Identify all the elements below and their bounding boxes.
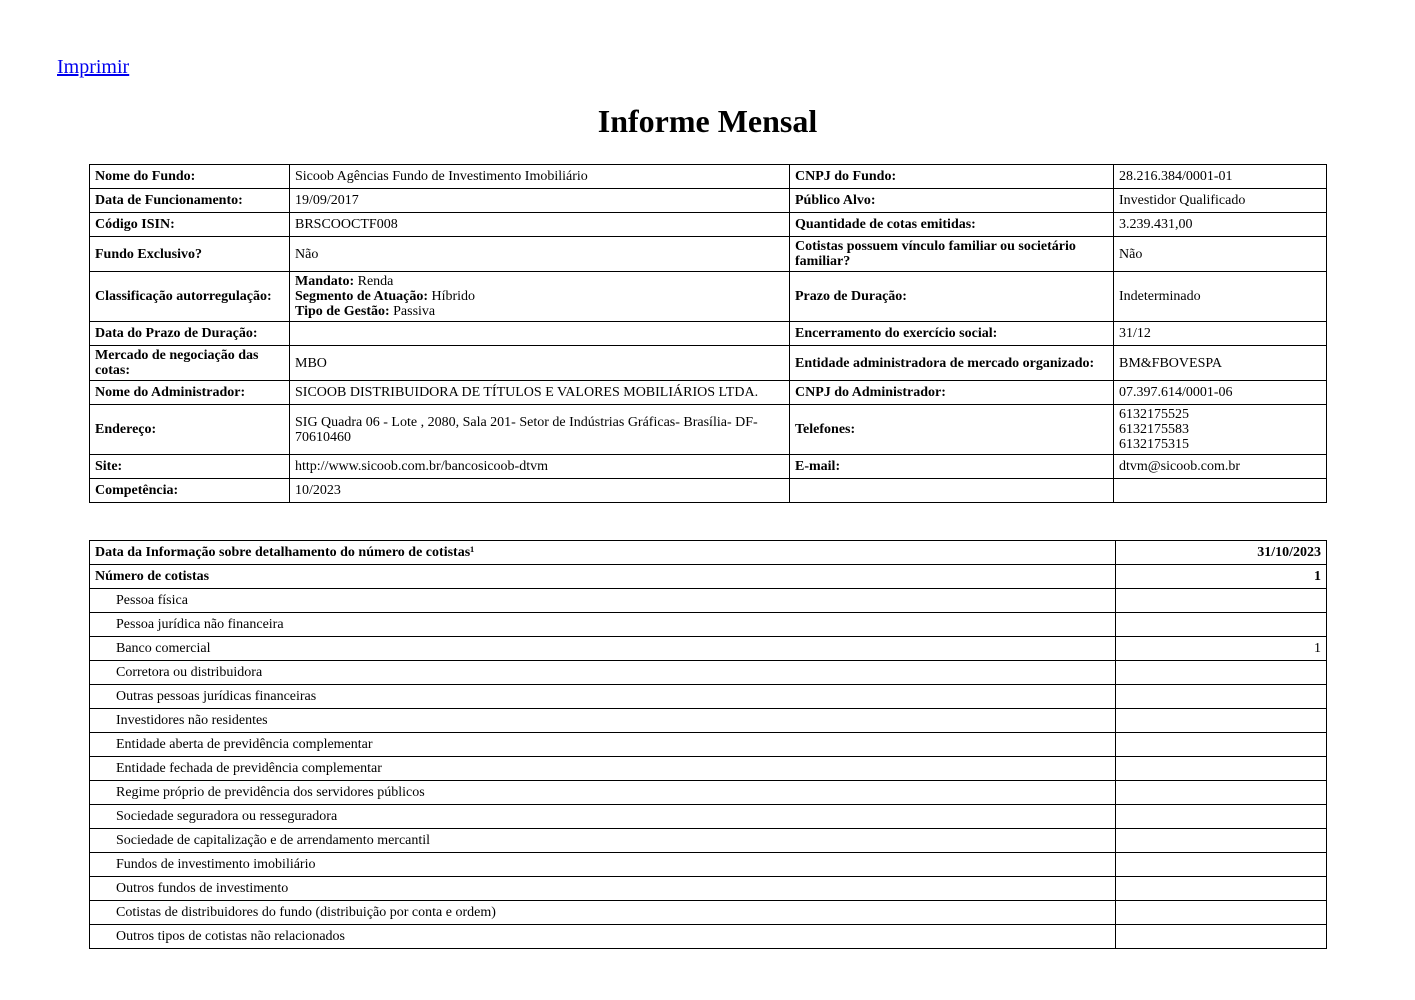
table-row xyxy=(90,237,1327,272)
table-row xyxy=(90,757,1327,781)
table-row xyxy=(90,405,1327,455)
empty-cell xyxy=(1114,479,1327,503)
fundo-exclusivo-value: Não xyxy=(290,237,790,272)
table-row xyxy=(90,685,1327,709)
cotista-type-label: Sociedade de capitalização e de arrendamento mercantil xyxy=(90,829,1116,853)
cnpj-admin-value: 07.397.614/0001-06 xyxy=(1114,381,1327,405)
cotista-type-value xyxy=(1116,901,1327,925)
cotista-type-value xyxy=(1116,781,1327,805)
vinculo-value: Não xyxy=(1114,237,1327,272)
mercado-label: Mercado de negociação das cotas: xyxy=(90,346,290,381)
endereco-label: Endereço: xyxy=(90,405,290,455)
prazo-duracao-label: Prazo de Duração: xyxy=(790,272,1114,322)
cotista-type-label: Cotistas de distribuidores do fundo (distribuição por conta e ordem) xyxy=(90,901,1116,925)
data-prazo-value xyxy=(290,322,790,346)
table-row xyxy=(90,901,1327,925)
cotista-type-label: Investidores não residentes xyxy=(90,709,1116,733)
codigo-isin-label: Código ISIN: xyxy=(90,213,290,237)
data-prazo-label: Data do Prazo de Duração: xyxy=(90,322,290,346)
table-row xyxy=(90,165,1327,189)
table-row xyxy=(90,272,1327,322)
cotistas-table xyxy=(89,540,1327,949)
page-title: Informe Mensal xyxy=(597,103,818,139)
cotista-type-value xyxy=(1116,805,1327,829)
publico-alvo-value: Investidor Qualificado xyxy=(1114,189,1327,213)
cotista-type-value xyxy=(1116,733,1327,757)
mandato-label: Mandato: xyxy=(295,274,355,289)
table-row xyxy=(90,589,1327,613)
cotista-type-value xyxy=(1116,829,1327,853)
cotista-type-label: Regime próprio de previdência dos servidores públicos xyxy=(90,781,1116,805)
vinculo-label: Cotistas possuem vínculo familiar ou societário familiar? xyxy=(790,237,1114,272)
table-row xyxy=(90,565,1327,589)
email-value: dtvm@sicoob.com.br xyxy=(1114,455,1327,479)
telefone-1: 6132175525 xyxy=(1119,407,1189,422)
cotista-type-value xyxy=(1116,613,1327,637)
table-row xyxy=(90,455,1327,479)
classificacao-label: Classificação autorregulação: xyxy=(90,272,290,322)
cotista-type-label: Entidade fechada de previdência complementar xyxy=(90,757,1116,781)
numero-cotistas-value: 1 xyxy=(1116,565,1327,589)
cotista-type-value xyxy=(1116,685,1327,709)
cnpj-fundo-label: CNPJ do Fundo: xyxy=(790,165,1114,189)
print-link[interactable]: Imprimir xyxy=(57,56,130,78)
mandato-value: Renda xyxy=(357,274,394,289)
table-row xyxy=(90,381,1327,405)
table-row xyxy=(90,346,1327,381)
telefone-3: 6132175315 xyxy=(1119,437,1189,452)
nome-admin-label: Nome do Administrador: xyxy=(90,381,290,405)
table-row xyxy=(90,877,1327,901)
data-funcionamento-value: 19/09/2017 xyxy=(290,189,790,213)
nome-fundo-label: Nome do Fundo: xyxy=(90,165,290,189)
table-row xyxy=(90,661,1327,685)
prazo-duracao-value: Indeterminado xyxy=(1114,272,1327,322)
gestao-label: Tipo de Gestão: xyxy=(295,304,390,319)
table-row xyxy=(90,829,1327,853)
numero-cotistas-label: Número de cotistas xyxy=(90,565,1116,589)
competencia-value: 10/2023 xyxy=(290,479,790,503)
site-label: Site: xyxy=(90,455,290,479)
fundo-exclusivo-label: Fundo Exclusivo? xyxy=(90,237,290,272)
table-row xyxy=(90,189,1327,213)
entidade-value: BM&FBOVESPA xyxy=(1114,346,1327,381)
cnpj-fundo-value: 28.216.384/0001-01 xyxy=(1114,165,1327,189)
telefones-value xyxy=(1114,405,1327,455)
table-row xyxy=(90,637,1327,661)
table-row xyxy=(90,709,1327,733)
table-row xyxy=(90,733,1327,757)
cotista-type-label: Entidade aberta de previdência complementar xyxy=(90,733,1116,757)
qtd-cotas-value: 3.239.431,00 xyxy=(1114,213,1327,237)
cotista-type-label: Pessoa jurídica não financeira xyxy=(90,613,1116,637)
table-row xyxy=(90,925,1327,949)
segmento-label: Segmento de Atuação: xyxy=(295,289,428,304)
fund-info-table xyxy=(89,164,1327,503)
nome-fundo-value: Sicoob Agências Fundo de Investimento Imobiliário xyxy=(290,165,790,189)
cotista-type-value xyxy=(1116,877,1327,901)
telefone-2: 6132175583 xyxy=(1119,422,1189,437)
cotista-type-label: Outros tipos de cotistas não relacionados xyxy=(90,925,1116,949)
segmento-value: Híbrido xyxy=(431,289,476,304)
endereco-value: SIG Quadra 06 - Lote , 2080, Sala 201- Setor de Indústrias Gráficas- Brasília- DF- 70610460 xyxy=(290,405,790,455)
competencia-label: Competência: xyxy=(90,479,290,503)
table-row xyxy=(90,479,1327,503)
entidade-label: Entidade administradora de mercado organizado: xyxy=(790,346,1114,381)
data-funcionamento-label: Data de Funcionamento: xyxy=(90,189,290,213)
table-header-row xyxy=(90,541,1327,565)
cotista-type-label: Sociedade seguradora ou resseguradora xyxy=(90,805,1116,829)
cotista-type-value xyxy=(1116,661,1327,685)
cotista-type-label: Corretora ou distribuidora xyxy=(90,661,1116,685)
table-row xyxy=(90,853,1327,877)
telefones-label: Telefones: xyxy=(790,405,1114,455)
cotista-type-label: Pessoa física xyxy=(90,589,1116,613)
cotista-type-value xyxy=(1116,709,1327,733)
table-row xyxy=(90,613,1327,637)
cotista-type-value xyxy=(1116,853,1327,877)
encerramento-label: Encerramento do exercício social: xyxy=(790,322,1114,346)
cnpj-admin-label: CNPJ do Administrador: xyxy=(790,381,1114,405)
table-row xyxy=(90,781,1327,805)
cotista-type-label: Fundos de investimento imobiliário xyxy=(90,853,1116,877)
encerramento-value: 31/12 xyxy=(1114,322,1327,346)
cotista-type-label: Banco comercial xyxy=(90,637,1116,661)
table-row xyxy=(90,805,1327,829)
cotista-type-label: Outros fundos de investimento xyxy=(90,877,1116,901)
cotista-type-value: 1 xyxy=(1116,637,1327,661)
mercado-value: MBO xyxy=(290,346,790,381)
table-row xyxy=(90,322,1327,346)
cotista-type-value xyxy=(1116,925,1327,949)
site-value: http://www.sicoob.com.br/bancosicoob-dtvm xyxy=(290,455,790,479)
qtd-cotas-label: Quantidade de cotas emitidas: xyxy=(790,213,1114,237)
gestao-value: Passiva xyxy=(393,304,436,319)
classificacao-value xyxy=(290,272,790,322)
email-label: E-mail: xyxy=(790,455,1114,479)
codigo-isin-value: BRSCOOCTF008 xyxy=(290,213,790,237)
empty-cell xyxy=(790,479,1114,503)
cotista-type-value xyxy=(1116,757,1327,781)
table-row xyxy=(90,213,1327,237)
cotistas-header-date: 31/10/2023 xyxy=(1116,541,1327,565)
cotista-type-label: Outras pessoas jurídicas financeiras xyxy=(90,685,1116,709)
nome-admin-value: SICOOB DISTRIBUIDORA DE TÍTULOS E VALORES MOBILIÁRIOS LTDA. xyxy=(290,381,790,405)
cotistas-header-label: Data da Informação sobre detalhamento do número de cotistas¹ xyxy=(90,541,1116,565)
publico-alvo-label: Público Alvo: xyxy=(790,189,1114,213)
cotista-type-value xyxy=(1116,589,1327,613)
